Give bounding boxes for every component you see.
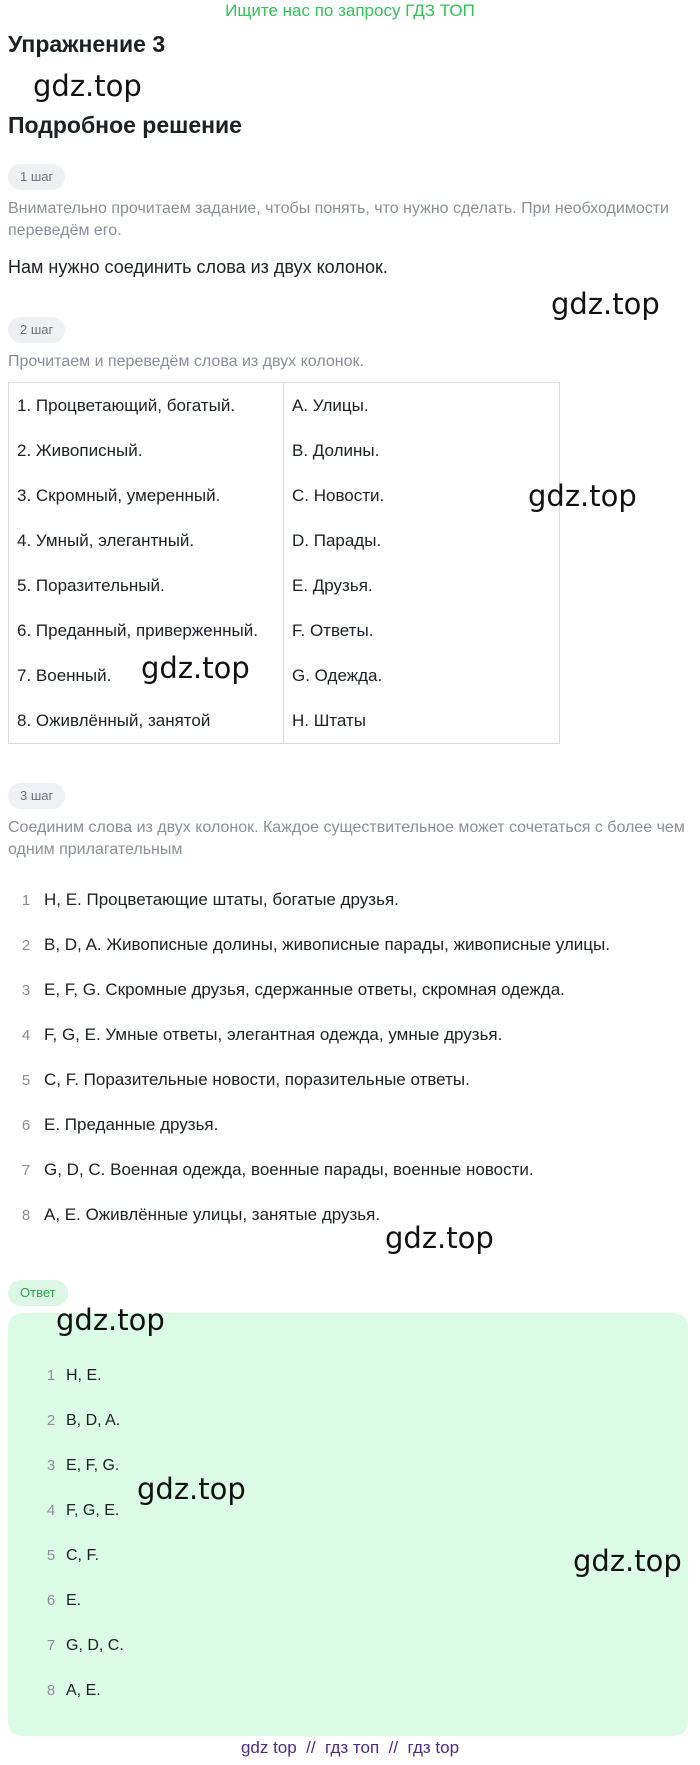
table-cell-right: C. Новости. [292,486,385,505]
section-title: Подробное решение [8,112,242,138]
watermark: gdz.top [33,69,142,103]
table-cell-left: 5. Поразительный. [9,563,284,608]
item-number: 3 [46,1457,56,1474]
list-item [36,1578,124,1623]
item-number: 7 [46,1637,56,1654]
item-number: 3 [21,982,31,999]
table-cell-right: G. Одежда. [292,666,383,685]
item-number: 8 [46,1682,56,1699]
step-badge-1: 1 шаг [8,164,65,190]
table-row [9,383,560,429]
list-item [8,1192,688,1237]
list-item [8,877,688,922]
words-table [8,382,560,744]
list-item [36,1668,124,1713]
table-cell-left: 1. Процветающий, богатый. [9,383,284,429]
step-badge-2: 2 шаг [8,317,65,343]
item-number: 6 [46,1592,56,1609]
list-item [8,1102,688,1147]
table-cell-left: 2. Живописный. [9,428,284,473]
table-row [9,653,560,698]
step-1-main-text: Нам нужно соединить слова из двух колонок. [8,257,388,277]
list-item [8,967,688,1012]
item-number: 7 [21,1162,31,1179]
page-title: Упражнение 3 [8,31,166,57]
step-1-description: Внимательно прочитаем задание, чтобы понять, что нужно сделать. При необходимости переведём его. [8,200,669,239]
solution-list [8,877,688,1237]
watermark: gdz.top [573,1544,682,1578]
table-cell-right: B. Долины. [292,441,380,460]
list-item [36,1398,124,1443]
list-item [8,1147,688,1192]
item-number: 6 [21,1117,31,1134]
table-cell-right: D. Парады. [292,531,382,550]
list-item [36,1353,124,1398]
item-text: H, E. Процветающие штаты, богатые друзья. [44,890,399,909]
item-text: B, D, A. Живописные долины, живописные парады, живописные улицы. [44,935,610,954]
table-cell-left: 4. Умный, элегантный. [9,518,284,563]
watermark: gdz.top [528,479,637,513]
item-text: H, E. [66,1367,102,1384]
step-2-description: Прочитаем и переведём слова из двух колонок. [8,353,364,370]
item-text: G, D, C. Военная одежда, военные парады, военные новости. [44,1160,534,1179]
table-cell-left: 3. Скромный, умеренный. [9,473,284,518]
watermark: gdz.top [551,287,660,321]
table-row [9,473,560,518]
item-text: C, F. Поразительные новости, поразительные ответы. [44,1070,470,1089]
item-text: E, F, G. Скромные друзья, сдержанные ответы, скромная одежда. [44,980,565,999]
watermark: gdz.top [137,1472,246,1506]
item-text: G, D, C. [66,1637,124,1654]
item-text: E. [66,1592,82,1609]
item-number: 2 [21,937,31,954]
item-text: A, E. [66,1682,101,1699]
table-cell-left: 8. Оживлённый, занятой [9,698,284,744]
item-text: B, D, A. [66,1412,121,1429]
step-3-description: Соединим слова из двух колонок. Каждое существительное может сочетаться с более чем одним прилагательным [8,819,685,858]
item-number: 5 [46,1547,56,1564]
table-row [9,698,560,744]
watermark: gdz.top [141,651,250,685]
list-item [36,1488,124,1533]
step-badge-3: 3 шаг [8,783,65,809]
list-item [36,1443,124,1488]
footer-text: gdz top // гдз топ // гдз top [240,1738,460,1757]
table-row [9,563,560,608]
item-number: 4 [46,1502,56,1519]
list-item [36,1533,124,1578]
item-number: 2 [46,1412,56,1429]
item-number: 1 [21,892,31,909]
item-text: E. Преданные друзья. [44,1115,219,1134]
item-text: A, E. Оживлённые улицы, занятые друзья. [44,1205,381,1224]
item-number: 4 [21,1027,31,1044]
item-text: F, G, E. [66,1502,120,1519]
list-item [36,1623,124,1668]
item-number: 5 [21,1072,31,1089]
list-item [8,1012,688,1057]
watermark: gdz.top [385,1221,494,1255]
table-cell-right: A. Улицы. [292,396,369,415]
list-item [8,1057,688,1102]
table-cell-left: 6. Преданный, приверженный. [9,608,284,653]
top-banner: Ищите нас по запросу ГДЗ ТОП [225,1,475,20]
answer-list [36,1353,124,1713]
item-text: C, F. [66,1547,99,1564]
table-row [9,608,560,653]
answer-badge: Ответ [8,1280,68,1306]
item-text: E, F, G. [66,1457,120,1474]
table-row [9,518,560,563]
footer-links [0,1736,700,1760]
watermark: gdz.top [56,1303,165,1337]
item-number: 1 [46,1367,56,1384]
item-text: F, G, E. Умные ответы, элегантная одежда, умные друзья. [44,1025,503,1044]
table-cell-right: H. Штаты [292,711,366,730]
list-item [8,922,688,967]
table-cell-right: F. Ответы. [292,621,374,640]
table-row [9,428,560,473]
item-number: 8 [21,1207,31,1224]
table-cell-right: E. Друзья. [292,576,373,595]
table-cell-left: 7. Военный. [9,653,284,698]
